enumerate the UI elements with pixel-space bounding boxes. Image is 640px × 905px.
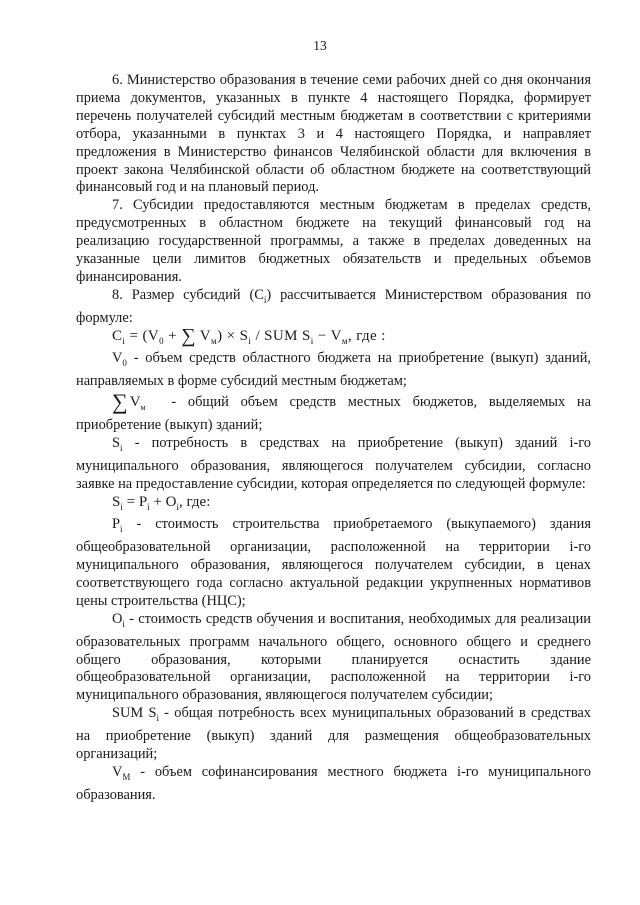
term-subscript: 0 xyxy=(122,358,127,369)
term-subscript: M xyxy=(122,771,131,782)
definition-text: - потребность в средствах на приобретение (выкуп) зданий i-го муниципального образования, являющегося получателем субсидии, согласно заявке на предоставление субсидии, которая определяется по следующей формуле: xyxy=(76,434,591,492)
paragraph-8-start: 8. Размер субсидий (С xyxy=(112,286,264,303)
definition-v0 xyxy=(76,350,591,391)
definition-pi xyxy=(76,516,591,610)
subscript: i xyxy=(263,294,267,305)
definition-vm xyxy=(76,764,591,805)
formula-part: / SUM S xyxy=(251,327,311,344)
definition-sum-si xyxy=(76,705,591,764)
term-symbol: S xyxy=(112,434,121,451)
formula-subscript: м xyxy=(341,335,348,346)
sigma-symbol: ∑ xyxy=(112,389,128,415)
sigma-symbol: ∑ xyxy=(181,324,196,347)
term-subscript: i xyxy=(122,618,125,629)
formula-symbol: S xyxy=(112,493,121,510)
formula-part: ) × S xyxy=(217,327,249,344)
term-subscript: i xyxy=(156,713,159,724)
term-symbol: V xyxy=(129,394,141,411)
definition-sum-vm xyxy=(76,389,591,435)
formula-part: = P xyxy=(122,493,148,510)
paragraph-8-end: ) рассчитывается Министерством образования по формуле: xyxy=(76,286,591,326)
need-formula xyxy=(76,494,591,517)
definition-text: - общая потребность всех муниципальных образований в средствах на приобретение (выкуп) зданий для размещения общеобразовательных организаций; xyxy=(76,705,592,762)
formula-part: − V xyxy=(313,327,342,344)
term-subscript: i xyxy=(120,524,123,535)
term-symbol: V xyxy=(112,350,123,367)
term-symbol: SUM S xyxy=(112,705,157,722)
formula-subscript: i xyxy=(248,335,252,346)
formula-subscript: i xyxy=(120,501,123,512)
formula-subscript: i xyxy=(147,501,150,512)
page-number: 13 xyxy=(313,38,327,53)
formula-part: , где: xyxy=(179,493,211,510)
formula-symbol: С xyxy=(112,327,123,344)
term-symbol: V xyxy=(112,763,123,780)
term-subscript: i xyxy=(120,442,123,453)
paragraph-7: 7. Субсидии предоставляются местным бюджетам в пределах средств, предусмотренных в областном бюджете на текущий финансовый год на реализацию государственной программы, а также в пределах доведенных на указанные цели лимитов бюджетных обязательств и предельных объемов финансирования. xyxy=(76,197,591,285)
definition-text: - объем средств областного бюджета на приобретение (выкуп) зданий, направляемых в форме субсидий местным бюджетам; xyxy=(76,350,591,390)
formula-part: = (V xyxy=(125,327,160,344)
formula-subscript: i xyxy=(310,335,314,346)
term-symbol: P xyxy=(112,516,121,533)
term-subscript: м xyxy=(140,403,146,413)
term-symbol: O xyxy=(112,610,123,627)
formula-subscript: 0 xyxy=(159,335,165,346)
formula-subscript: м xyxy=(210,335,218,346)
document-body xyxy=(76,72,591,805)
formula-part: V xyxy=(195,327,211,344)
formula-part: + O xyxy=(149,493,177,510)
formula-subscript: i xyxy=(122,335,126,346)
definition-text: - общий объем средств местных бюджетов, выделяемых на приобретение (выкуп) зданий; xyxy=(76,394,591,434)
formula-subscript: i xyxy=(176,501,179,512)
definition-si xyxy=(76,435,591,494)
definition-text: - стоимость средств обучения и воспитания, необходимых для реализации образовательных программ начального общего, основного общего и среднего общего образования, которыми планируется оснастить здание общеобразовательной организации, расположенной на территории i-го муниципального образования, являющегося получателем субсидии; xyxy=(76,610,591,704)
paragraph-8 xyxy=(76,287,591,328)
definition-oi xyxy=(76,611,591,705)
subsidy-formula xyxy=(76,324,591,351)
formula-part: + xyxy=(164,327,182,344)
definition-text: - стоимость строительства приобретаемого (выкупаемого) здания общеобразовательной организации, расположенной на территории i-го муниципального образования, являющегося получателем субсидии, в ценах соответствующего года согласно актуальной редакции укрупненных нормативов цены строительства (НЦС); xyxy=(76,516,591,609)
formula-part: , где : xyxy=(347,327,386,344)
paragraph-6: 6. Министерство образования в течение семи рабочих дней со дня окончания приема документов, указанных в пункте 4 настоящего Порядка, формирует перечень получателей субсидий местным бюджетам в соответствии с критериями отбора, указанными в пунктах 3 и 4 настоящего Порядка, и направляет предложения в Министерство финансов Челябинской области для включения в проект закона Челябинской области об областном бюджете на соответствующий финансовый год и на плановый период. xyxy=(76,72,591,196)
definition-text: - объем софинансирования местного бюджета i-го муниципального образования. xyxy=(76,763,591,803)
